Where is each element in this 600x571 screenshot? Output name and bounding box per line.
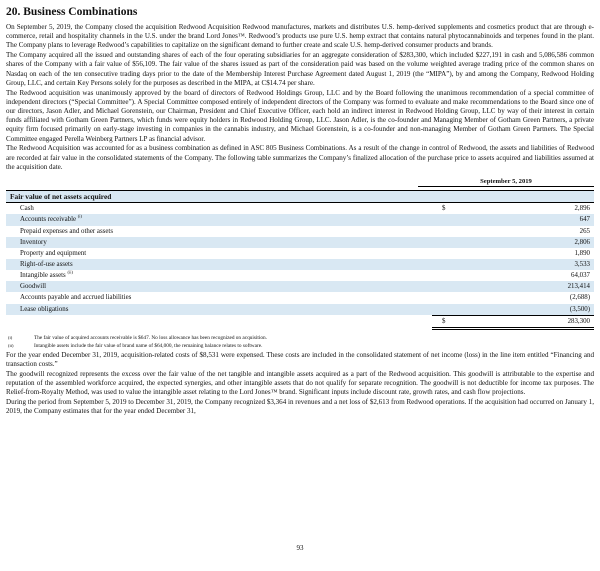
row-label: Right-of-use assets [6,259,432,270]
total-value: 283,300 [464,315,594,328]
row-label: Intangible assets $^{(ii)}$ [20,269,73,280]
row-label: Property and equipment [20,249,87,257]
intro-paragraphs [6,23,594,172]
footnote-ref: (i) [77,214,83,220]
row-value: 2,896 [574,205,590,213]
row-value: 2,806 [464,237,594,248]
table-row [6,248,594,259]
paragraph: For the year ended December 31, 2019, acquisition-related costs of $8,531 were expensed. These costs are included in the consolidated statement of net income (loss) in the line item entitled “Financing and transaction costs.” [6,350,594,369]
section-title: 20. Business Combinations [6,6,138,18]
paragraph: The Redwood Acquisition was accounted for as a business combination as defined in ASC 805 Business Combinations. As a result of the change in control of Redwood, the assets and liabilities of Redwood are recorded at fair value in the consolidated statements of the Company. The following table summarizes the Company’s finalized allocation of the purchase price to assets acquired and liabilities assumed at the acquisition date. [6,144,594,171]
table-row [6,259,594,270]
table-row [6,203,594,215]
table-title-row [6,191,594,203]
footnote [6,334,594,343]
paragraph: During the period from September 5, 2019 to December 31, 2019, the Company recognized $3,364 in revenues and a net loss of $2,613 from Redwood operations. If the acquisition had occurred on January 1, 2019, the Company estimates that for the year ended December 31, [6,398,594,416]
table-title: Fair value of net assets acquired [6,191,432,203]
date-column-header: September 5, 2019 [418,178,594,187]
row-value: (3,500) [464,304,594,316]
row-label: Prepaid expenses and other assets [20,227,113,235]
table-total-row [6,315,594,328]
footnote-text: Intangible assets include the fair value of brand name of $64,000, the remaining balance relates to software. [34,343,263,350]
row-value: (2,688) [569,294,590,302]
table-row [6,226,594,237]
paragraph: The goodwill recognized represents the excess over the fair value of the net tangible and intangible assets acquired as a part of the Redwood acquisition. This goodwill is attributable to the expertise and reputation of the assembled workforce acquired, the expected synergies, and other intangible assets that do not qualify for separate recognition. The goodwill is not deductible for income tax purposes. The Relief-from-Royalty Method, was used to value the intangible asset relating to the Lord Jones™ brand. Significant inputs include discount rate, growth rates, and cash flow projections. [6,369,594,397]
row-value: 213,414 [464,281,594,292]
paragraph: The Redwood acquisition was unanimously approved by the board of directors of Redwood Holdings Group, LLC and by the Board following the unanimous recommendation of a special committee of independent directors (“Special Committee”). A Special Committee composed entirely of independent directors of the Company was formed to evaluate and make recommendations to the Board since one of our directors, Jason Adler, and Michael Gorenstein, our Chairman, President and Chief Executive Officer, each hold an indirect interest in Redwood Holding Group, LLC by way of their interest in certain funds affiliated with Gotham Green Partners, which funds were equity holders in Redwood Holding Group, LLC. Jason Adler, is the co-founder and Managing Member of Gotham Green Partners, a private equity firm focused primarily on early-stage investing in companies in the cannabis industry, and Michael Gorenstein, is a co-founder and non-managing Member of Gotham Green Partners. The Special Committee engaged Perella Weinberg Partners LP as financial advisor. [6,88,594,143]
row-value: 1,890 [574,249,590,257]
footnote-text: The fair value of acquired accounts receivable is $647. No loss allowance has been recognized on acquisition. [34,334,267,341]
footnote-mark: (i) [8,334,13,340]
row-value: 647 [464,214,594,225]
table-row [6,281,594,292]
row-value: 265 [579,227,590,235]
row-value: 64,037 [571,272,590,280]
paragraph: On September 5, 2019, the Company closed the acquisition Redwood Acquisition Redwood manufactures, markets and distributes U.S. hemp-derived supplements and cosmetics product that are through e-commerce, retail and hospitality channels in the U.S. under the brand Lord Jones™. Redwood’s products use pure U.S. hemp extract that contains natural phytocannabinoids and terpenes found in the plant. The Company plans to leverage Redwood’s capabilities to capitalize on the significant demand to further create and scale U.S. hemp-derived consumer products and brands. [6,23,594,50]
document-page [6,6,594,417]
table-column-header-row [6,177,594,189]
table-row [6,292,594,303]
row-label: Lease obligations [6,304,432,316]
row-label: Inventory [6,237,432,248]
row-label: Goodwill [6,281,432,292]
row-label: Accounts payable and accrued liabilities [20,294,132,302]
fair-value-table [6,190,594,330]
footnote-ref: (ii) [67,269,73,275]
footnote-mark: (ii) [8,343,14,349]
row-value: 3,533 [464,259,594,270]
footnote [6,342,594,351]
table-row [6,214,594,225]
currency-symbol: $ [432,315,464,328]
table-row [6,237,594,248]
currency-symbol: $ [442,205,446,213]
footnotes [6,334,594,351]
table-row [6,270,594,281]
closing-paragraphs [6,351,594,417]
paragraph: The Company acquired all the issued and outstanding shares of each of the four operating subsidiaries for an aggregate consideration of $283,300, which included $227,191 in cash and 5,086,586 common shares of the Company with a fair value of $56,109. The fair value of the shares issued as part of the consideration paid was based on the volume weighted average trading price of the common shares on Nasdaq on each of the ten consecutive trading days prior to the date of the Membership Interest Purchase Agreement dated August 1, 2019 (the “MIPA”), by and among the Company, Redwood Holding Group, LLC, and certain Key Persons solely for the purposes as described in the MIPA, at C$14.74 per share. [6,51,594,87]
page-number: 93 [296,544,304,552]
table-row [6,304,594,316]
row-label: Accounts receivable $^{(i)}$ [6,214,432,225]
row-label: Cash [20,205,34,213]
